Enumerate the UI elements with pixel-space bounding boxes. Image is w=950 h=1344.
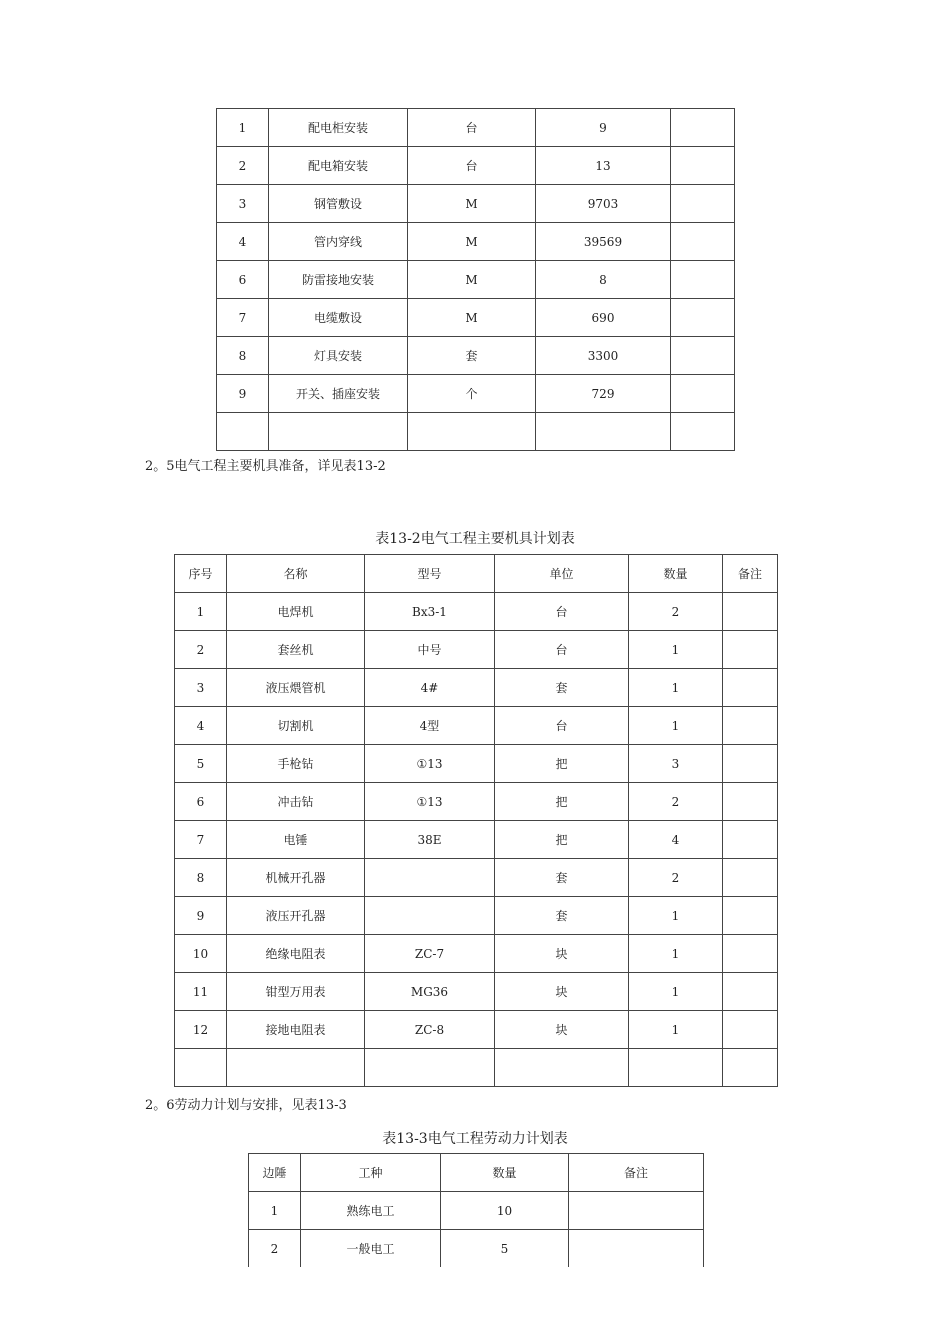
- table-cell: M: [408, 185, 536, 223]
- table-cell: 3: [175, 669, 227, 707]
- header-cell: 边陲: [249, 1154, 301, 1192]
- table-cell: 把: [495, 745, 629, 783]
- table-row: [217, 261, 735, 299]
- table-cell: 台: [495, 593, 629, 631]
- table-row: [175, 1049, 778, 1087]
- table-cell: 机械开孔器: [227, 859, 365, 897]
- table-row: [217, 337, 735, 375]
- header-cell: 型号: [365, 555, 495, 593]
- table-cell: 冲击钻: [227, 783, 365, 821]
- table-cell: [723, 745, 778, 783]
- table-cell: 钢管敷设: [269, 185, 408, 223]
- table-cell: 9703: [536, 185, 671, 223]
- table-cell: M: [408, 299, 536, 337]
- header-cell: 数量: [629, 555, 723, 593]
- table-cell: 套: [495, 859, 629, 897]
- table-cell: [723, 935, 778, 973]
- table-cell: 块: [495, 935, 629, 973]
- table-cell: 7: [175, 821, 227, 859]
- table-cell: 一般电工: [301, 1230, 441, 1268]
- table-cell: 块: [495, 973, 629, 1011]
- table-cell: 4: [175, 707, 227, 745]
- table-cell: 开关、插座安装: [269, 375, 408, 413]
- table-cell: [227, 1049, 365, 1087]
- table-cell: 3300: [536, 337, 671, 375]
- table-row: [249, 1192, 704, 1230]
- header-cell: 单位: [495, 555, 629, 593]
- header-cell: 数量: [441, 1154, 569, 1192]
- table-cell: 2: [629, 783, 723, 821]
- table-cell: 台: [408, 109, 536, 147]
- table-cell: 11: [175, 973, 227, 1011]
- table-cell: 8: [217, 337, 269, 375]
- table-cell: 6: [175, 783, 227, 821]
- table-cell: [365, 897, 495, 935]
- table-cell: 台: [408, 147, 536, 185]
- header-cell: 序号: [175, 555, 227, 593]
- table-cell: 6: [217, 261, 269, 299]
- section-2-5-paragraph: 2。5电气工程主要机具准备，详见表13-2: [145, 459, 386, 474]
- table-cell: M: [408, 223, 536, 261]
- table-cell: 个: [408, 375, 536, 413]
- table-cell: 把: [495, 783, 629, 821]
- table-cell: 12: [175, 1011, 227, 1049]
- table-row: [217, 109, 735, 147]
- equipment-quantity-table: [216, 108, 735, 451]
- table-cell: 4#: [365, 669, 495, 707]
- table-row: [217, 185, 735, 223]
- table-cell: 1: [629, 669, 723, 707]
- table-cell: 1: [629, 973, 723, 1011]
- table-cell: [723, 669, 778, 707]
- table-cell: 配电柜安装: [269, 109, 408, 147]
- table-row: [175, 631, 778, 669]
- table-cell: 729: [536, 375, 671, 413]
- table-cell: 配电箱安装: [269, 147, 408, 185]
- header-cell: 备注: [723, 555, 778, 593]
- table-cell: 液压煨管机: [227, 669, 365, 707]
- table-cell: [723, 821, 778, 859]
- table-cell: [629, 1049, 723, 1087]
- table-cell: [671, 299, 735, 337]
- table-cell: [569, 1192, 704, 1230]
- table-cell: 3: [217, 185, 269, 223]
- table-cell: 2: [629, 859, 723, 897]
- table-cell: Bx3-1: [365, 593, 495, 631]
- table-cell: 8: [175, 859, 227, 897]
- table-cell: [269, 413, 408, 451]
- table-cell: 中号: [365, 631, 495, 669]
- table-cell: 4型: [365, 707, 495, 745]
- table-cell: 8: [536, 261, 671, 299]
- table-cell: 9: [217, 375, 269, 413]
- table-cell: [723, 707, 778, 745]
- table-row: [175, 897, 778, 935]
- section-2-6-paragraph: 2。6劳动力计划与安排，见表13-3: [145, 1098, 347, 1113]
- table-cell: [671, 109, 735, 147]
- table-cell: 电缆敷设: [269, 299, 408, 337]
- table-cell: [723, 859, 778, 897]
- table-cell: [671, 261, 735, 299]
- table-row: [175, 859, 778, 897]
- table-cell: 39569: [536, 223, 671, 261]
- labor-plan-table-wrapper: [0, 1153, 950, 1267]
- table-cell: 3: [629, 745, 723, 783]
- table-row: [217, 413, 735, 451]
- table-cell: 电焊机: [227, 593, 365, 631]
- table-cell: [671, 337, 735, 375]
- table-cell: 套: [408, 337, 536, 375]
- table-row: [175, 973, 778, 1011]
- table-cell: 台: [495, 631, 629, 669]
- table-cell: 5: [441, 1230, 569, 1268]
- table-row: [175, 707, 778, 745]
- table-cell: [365, 1049, 495, 1087]
- labor-plan-table: [248, 1153, 704, 1267]
- table-cell: 5: [175, 745, 227, 783]
- table-cell: [671, 185, 735, 223]
- table-cell: 接地电阻表: [227, 1011, 365, 1049]
- table-cell: [217, 413, 269, 451]
- table-cell: 块: [495, 1011, 629, 1049]
- table-cell: [723, 1049, 778, 1087]
- table-cell: [408, 413, 536, 451]
- header-cell: 备注: [569, 1154, 704, 1192]
- table-cell: 2: [629, 593, 723, 631]
- table-cell: 9: [175, 897, 227, 935]
- table-cell: 2: [249, 1230, 301, 1268]
- table-cell: 钳型万用表: [227, 973, 365, 1011]
- table-cell: 7: [217, 299, 269, 337]
- table-13-3-caption: 表13-3电气工程劳动力计划表: [382, 1131, 568, 1147]
- table-cell: 2: [175, 631, 227, 669]
- table-row: [217, 375, 735, 413]
- table-cell: 管内穿线: [269, 223, 408, 261]
- table-cell: [723, 973, 778, 1011]
- table-cell: 10: [441, 1192, 569, 1230]
- table-cell: ZC-7: [365, 935, 495, 973]
- table-cell: [723, 897, 778, 935]
- table-cell: [723, 1011, 778, 1049]
- table-cell: 1: [629, 631, 723, 669]
- table-cell: [723, 593, 778, 631]
- table-cell: [671, 223, 735, 261]
- table-cell: 1: [629, 707, 723, 745]
- table-header-row: [175, 555, 778, 593]
- table-cell: 灯具安装: [269, 337, 408, 375]
- table-cell: 1: [629, 935, 723, 973]
- table-cell: MG36: [365, 973, 495, 1011]
- tools-plan-table: [174, 554, 778, 1087]
- table-cell: 套丝机: [227, 631, 365, 669]
- table-cell: [723, 783, 778, 821]
- table-cell: 手枪钻: [227, 745, 365, 783]
- table-cell: [671, 375, 735, 413]
- table-row: [175, 821, 778, 859]
- table-header-row: [249, 1154, 704, 1192]
- table-cell: 绝缘电阻表: [227, 935, 365, 973]
- table-cell: 1: [175, 593, 227, 631]
- table-cell: 1: [249, 1192, 301, 1230]
- table-cell: [495, 1049, 629, 1087]
- table-cell: [536, 413, 671, 451]
- table-cell: 1: [217, 109, 269, 147]
- table-row: [217, 147, 735, 185]
- table-row: [249, 1230, 704, 1268]
- table-13-2-caption: 表13-2电气工程主要机具计划表: [375, 531, 575, 547]
- table-row: [175, 669, 778, 707]
- table-cell: ①13: [365, 783, 495, 821]
- table-cell: 690: [536, 299, 671, 337]
- table-cell: 4: [217, 223, 269, 261]
- table-cell: 38E: [365, 821, 495, 859]
- table-cell: 4: [629, 821, 723, 859]
- header-cell: 工种: [301, 1154, 441, 1192]
- table-cell: ZC-8: [365, 1011, 495, 1049]
- table-cell: [175, 1049, 227, 1087]
- table-cell: 10: [175, 935, 227, 973]
- table-cell: 套: [495, 669, 629, 707]
- table-cell: ①13: [365, 745, 495, 783]
- table-cell: 防雷接地安装: [269, 261, 408, 299]
- table-row: [175, 935, 778, 973]
- table-cell: [671, 147, 735, 185]
- table-cell: 2: [217, 147, 269, 185]
- table-cell: 把: [495, 821, 629, 859]
- table-cell: [569, 1230, 704, 1268]
- table-cell: [671, 413, 735, 451]
- table-cell: [723, 631, 778, 669]
- table-cell: 电锤: [227, 821, 365, 859]
- table-row: [175, 1011, 778, 1049]
- table-cell: 套: [495, 897, 629, 935]
- table-cell: [365, 859, 495, 897]
- table-cell: 1: [629, 1011, 723, 1049]
- table-cell: 1: [629, 897, 723, 935]
- table-cell: 13: [536, 147, 671, 185]
- table-cell: M: [408, 261, 536, 299]
- header-cell: 名称: [227, 555, 365, 593]
- table-row: [217, 299, 735, 337]
- table-cell: 熟练电工: [301, 1192, 441, 1230]
- table-row: [175, 783, 778, 821]
- table-row: [175, 745, 778, 783]
- table-cell: 液压开孔器: [227, 897, 365, 935]
- table-cell: 切割机: [227, 707, 365, 745]
- table-cell: 9: [536, 109, 671, 147]
- table-cell: 台: [495, 707, 629, 745]
- table-row: [175, 593, 778, 631]
- table-row: [217, 223, 735, 261]
